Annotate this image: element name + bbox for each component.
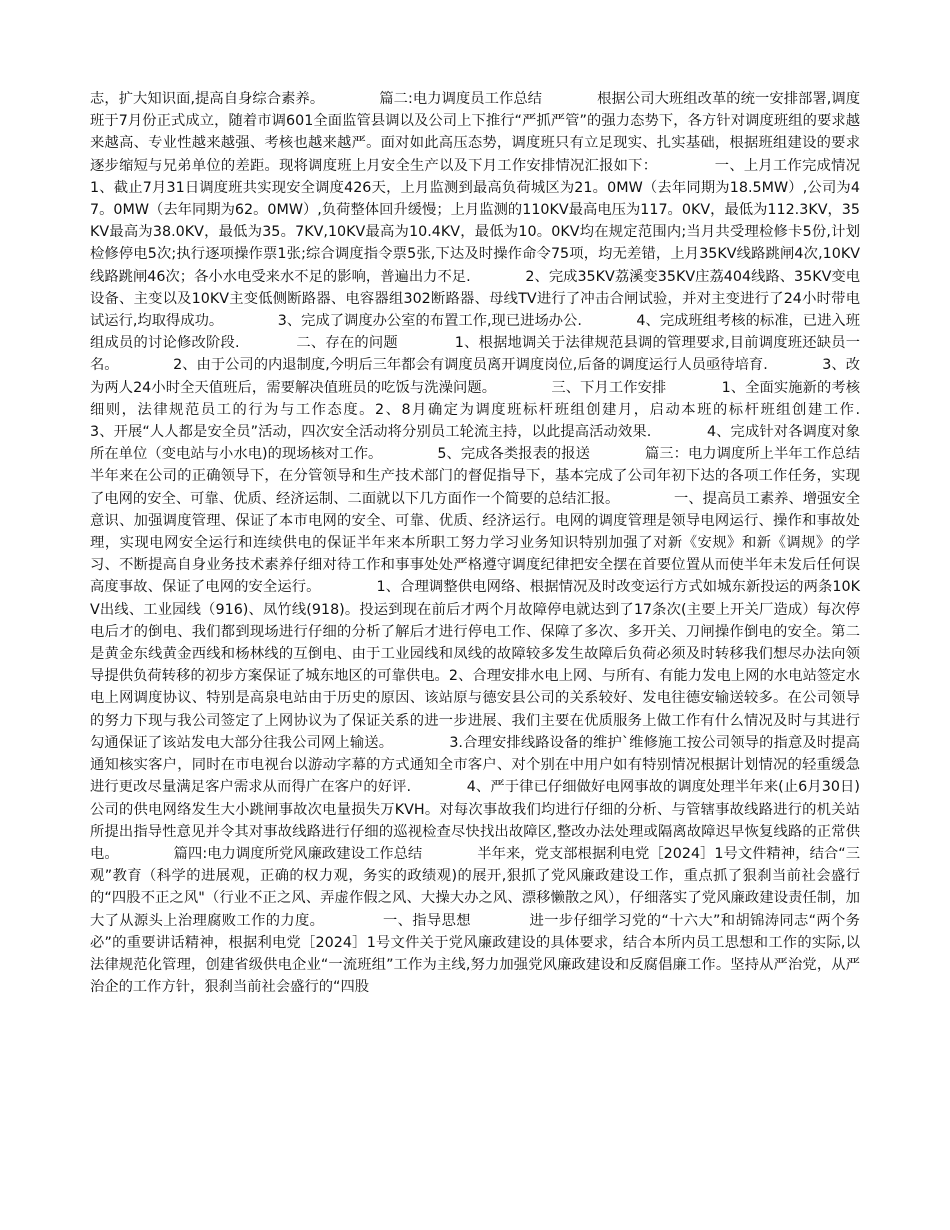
document-body-text: 志，扩大知识面,提高自身综合素养。 篇二:电力调度员工作总结 根据公司大班组改革的统一安排部署,调度班于7月份正式成立，随着市调601全面监管县调以及公司上下推行“严抓严管”的强力态势下，各方针对调度班组的要求越来越高、专业性越来越强、考核也越来越严。面对如此高压态势，调度班只有立足现实、扎实基础，根据班组建设的要求逐步缩短与兄弟单位的差距。现将调度班上月安全生产以及下月工作安排情况汇报如下： 一、上月工作完成情况 1、截止7月31日调度班共实现安全调度426天，上月监测到最高负荷城区为21。0MW（去年同期为18.5MW）,公司为47。0MW（去年同期为62。0MW）,负荷整体回升缓慢；上月监测的110KV最高电压为117。0KV，最低为112.3KV，35KV最高为38.0KV，最低为35。7KV,10KV最高为10.4KV，最低为10。0KV均在规定范围内;当月共受理检修卡5份,计划检修停电5次;执行逐项操作票1张;综合调度指令票5张,下达及时操作命令75项，均无差错，上月35KV线路跳闸4次,10KV线路跳闸46次；各小水电受来水不足的影响，普遍出力不足. 2、完成35KV荔溪变35KV庄荔404线路、35KV变电设备、主变以及10KV主变低侧断路器、电容器组302断路器、母线TV进行了冲击合闸试验，并对主变进行了24小时带电试运行,均取得成功。 3、完成了调度办公室的布置工作,现已进场办公. 4、完成班组考核的标准，已进入班组成员的讨论修改阶段. 二、存在的问题 1、根据地调关于法律规范县调的管理要求,目前调度班还缺员一名。 2、由于公司的内退制度,今明后三年都会有调度员离开调度岗位,后备的调度运行人员亟待培育. 3、改为两人24小时全天值班后，需要解决值班员的吃饭与洗澡问题。 三、下月工作安排 1、全面实施新的考核细则，法律规范员工的行为与工作态度。2、8月确定为调度班标杆班组创建月，启动本班的标杆班组创建工作. 3、开展“人人都是安全员”活动，四次安全活动将分别员工轮流主持，以此提高活动效果. 4、完成针对各调度对象所在单位（变电站与小水电)的现场核对工作。 5、完成各类报表的报送 篇三：电力调度所上半年工作总结 半年来在公司的正确领导下，在分管领导和生产技术部门的督促指导下，基本完成了公司年初下达的各项工作任务，实现了电网的安全、可靠、优质、经济运制、二面就以下几方面作一个简要的总结汇报。 一、提高员工素养、增强安全意识、加强调度管理、保证了本市电网的安全、可靠、优质、经济运行。电网的调度管理是领导电网运行、操作和事故处理，实现电网安全运行和连续供电的保证半年来本所职工努力学习业务知识特别加强了对新《安规》和新《调规》的学习、不断提高自身业务技术素养仔细对待工作和事事处处严格遵守调度纪律把安全摆在首要位置从而使半年未发后任何误高度事故、保证了电网的安全运行。 1、合理调整供电网络、根据情况及时改变运行方式如城东新投运的两条10KV出线、工业园线（916)、凤竹线(918)。投运到现在前后才两个月故障停电就达到了17条次(主要上开关厂造成）每次停电后才的倒电、我们都到现场进行仔细的分析了解后才进行停电工作、保障了多次、多开关、刀闸操作倒电的安全。第二是黄金东线黄金西线和杨林线的互倒电、由于工业园线和凤线的故障较多发生故障后负荷必须及时转移我们想尽办法向领导提供负荷转移的初步方案保证了城东地区的可靠供电。2、合理安排水电上网、与所有、有能力发电上网的水电站签定水电上网调度协议、特别是高泉电站由于历史的原因、该站原与德安县公司的关系较好、发电往德安输送较多。在公司领导的努力下现与我公司签定了上网协议为了保证关系的进一步进展、我们主要在优质服务上做工作有什么情况及时与其进行勾通保证了该站发电大部分往我公司网上输送。 3.合理安排线路设备的维护`维修施工按公司领导的指意及时提高通知核实客户，同时在市电视台以游动字幕的方式通知全市客户、对个别在中用户如有特别情况根据计划情况的轻重缓急进行更改尽量满足客户需求从而得广在客户的好评. 4、严于律已仔细做好电网事故的调度处理半年来(止6月30日)公司的供电网络发生大小跳闸事故次电量损失万KVH。对每次事故我们均进行仔细的分析、与管辖事故线路进行的机关站所提出指导性意见并令其对事故线路进行仔细的巡视检查尽快找出故障区,整改办法处理或隔离故障迟早恢复线路的正常供电。 篇四:电力调度所党风廉政建设工作总结 半年来，党支部根据利电党［2024］1号文件精神，结合“三观”教育（科学的进展观，正确的权力观，务实的政绩观)的展开,狠抓了党风廉政建设工作，重点抓了狠刹当前社会盛行的“四股不正之风"（行业不正之风、弄虚作假之风、大操大办之风、漂移懒散之风），仔细落实了党风廉政建设责任制，加大了从源头上治理腐败工作的力度。 一、指导思想 进一步仔细学习党的“十六大”和胡锦涛同志“两个务必”的重要讲话精神，根据利电党［2024］1号文件关于党风廉政建设的具体要求，结合本所内员工思想和工作的实际,以法律规范化管理，创建省级供电企业“一流班组”工作为主线,努力加强党风廉政建设和反腐倡廉工作。坚持从严治党，从严治企的工作方针，狠刹当前社会盛行的“四股 <box>90 91 915 996</box>
